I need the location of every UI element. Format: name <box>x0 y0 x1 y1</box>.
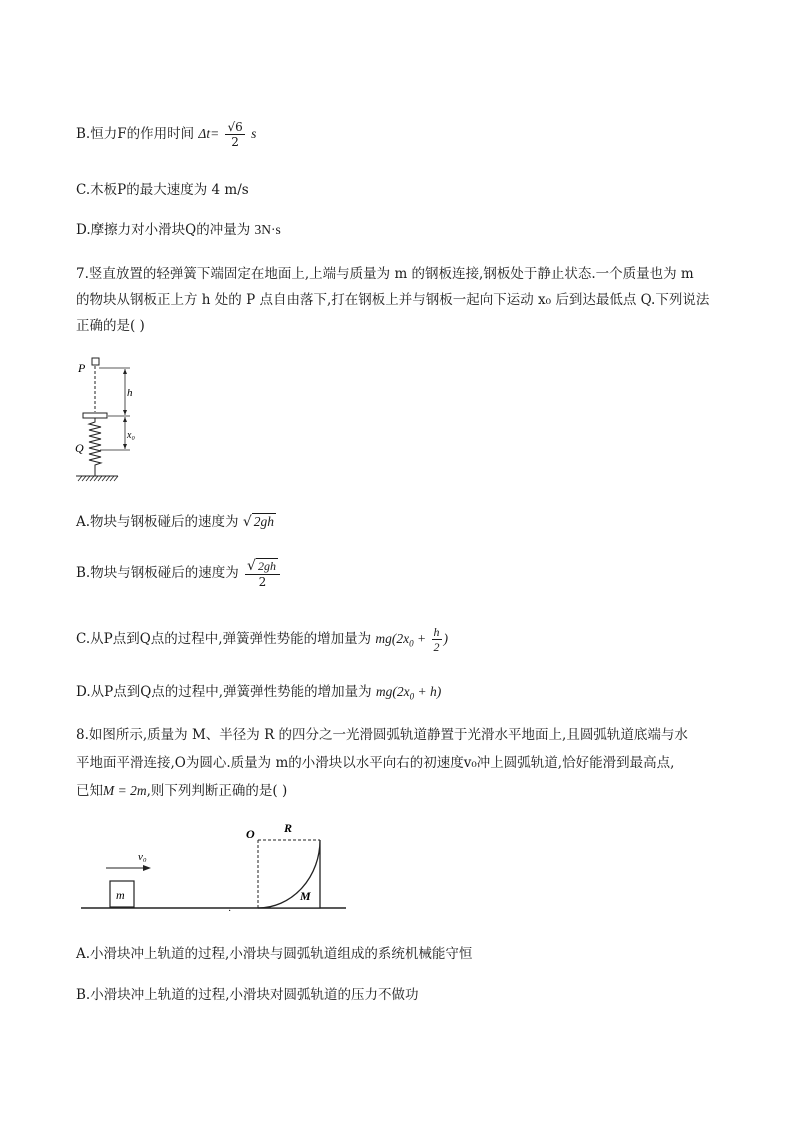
arc-track <box>258 840 320 908</box>
q7-option-d-math: mg(2x <box>375 684 410 699</box>
q8-option-a: A.小滑块冲上轨道的过程,小滑块与圆弧轨道组成的系统机械能守恒 <box>76 946 473 962</box>
q8-mass-relation: M = 2m <box>103 783 147 798</box>
option-b-prev <box>76 120 256 149</box>
label-x0: x₀ <box>127 430 135 441</box>
label-q: Q <box>75 441 84 455</box>
label-o: O <box>246 827 255 841</box>
q8-option-b: B.小滑块冲上轨道的过程,小滑块对圆弧轨道的压力不做功 <box>76 987 419 1003</box>
q7-option-a: A.物块与钢板碰后的速度为 √ 2gh <box>76 514 275 530</box>
q8-line-2: 平地面平滑连接,O为圆心.质量为 m的小滑块以水平向右的初速度v₀冲上圆弧轨道,恰好能滑到最高点, <box>76 755 675 771</box>
q8-line-3: 已知M = 2m,则下列判断正确的是( ) <box>76 783 288 799</box>
label-m: m <box>116 888 125 902</box>
label-v0: v₀ <box>138 851 147 863</box>
option-b-prev-unit: s <box>251 126 257 141</box>
option-d-prev-math: 3N·s <box>254 222 281 237</box>
fraction-denominator: 2 <box>258 575 267 589</box>
fraction-denominator: 2 <box>231 135 239 149</box>
q7-line-1: 7.竖直放置的轻弹簧下端固定在地面上,上端与质量为 m 的钢板连接,钢板处于静止状态.一个质量也为 m <box>76 266 694 282</box>
q7-option-b-fraction <box>245 558 280 589</box>
option-b-prev-text: B.恒力F的作用时间 <box>76 126 195 142</box>
option-b-prev-fraction <box>225 120 244 149</box>
label-p: P <box>78 361 86 375</box>
q7-option-a-math: 2gh <box>253 514 275 529</box>
q7-option-c-fraction: $\frac{h}{2}$ <box>433 625 440 654</box>
q7-option-c-text: C.从P点到Q点的过程中,弹簧弹性势能的增加量为 <box>76 631 372 647</box>
option-d-prev-text: D.摩擦力对小滑块Q的冲量为 <box>76 222 251 238</box>
spring <box>89 418 101 476</box>
q7-option-d-text: D.从P点到Q点的过程中,弹簧弹性势能的增加量为 <box>76 684 372 700</box>
ground-hatching <box>78 476 118 481</box>
q8-line-1: 8.如图所示,质量为 M、半径为 R 的四分之一光滑圆弧轨道静置于光滑水平地面上,且圆弧轨道底端与水 <box>76 727 688 743</box>
fraction-numerator: √ 2gh <box>245 558 280 575</box>
p-block <box>92 358 99 365</box>
q7-option-a-text: A.物块与钢板碰后的速度为 <box>76 514 239 530</box>
option-d-prev <box>76 218 281 238</box>
option-b-prev-math: Δt= <box>198 126 220 141</box>
steel-plate <box>83 413 107 418</box>
q7-option-c: C.从P点到Q点的过程中,弹簧弹性势能的增加量为 $mg(2x_0$ + $\frac{h}{2}$ ) <box>76 625 449 654</box>
q7-option-c-math: mg(2x <box>375 631 410 646</box>
label-h: h <box>127 387 133 399</box>
option-c-prev: C.木板P的最大速度为 4 m/s <box>76 182 249 198</box>
q7-line-2: 的物块从钢板正上方 h 处的 P 点自由落下,打在钢板上并与钢板一起向下运动 x₀ 后到达最低点 Q.下列说法 <box>76 292 710 308</box>
ground-dot: · <box>228 906 232 917</box>
fraction-numerator: √6 <box>227 120 243 134</box>
q8-arc-figure <box>76 818 356 918</box>
q7-option-b-text: B.物块与钢板碰后的速度为 <box>76 565 239 581</box>
q7-option-b <box>76 558 282 589</box>
q7-option-d: D.从P点到Q点的过程中,弹簧弹性势能的增加量为 $mg(2x_0 + h)$ <box>76 684 442 702</box>
label-r: R <box>284 821 293 835</box>
label-big-m: M <box>300 889 311 903</box>
q7-spring-figure <box>70 352 160 484</box>
q7-line-3: 正确的是( ) <box>76 318 145 334</box>
